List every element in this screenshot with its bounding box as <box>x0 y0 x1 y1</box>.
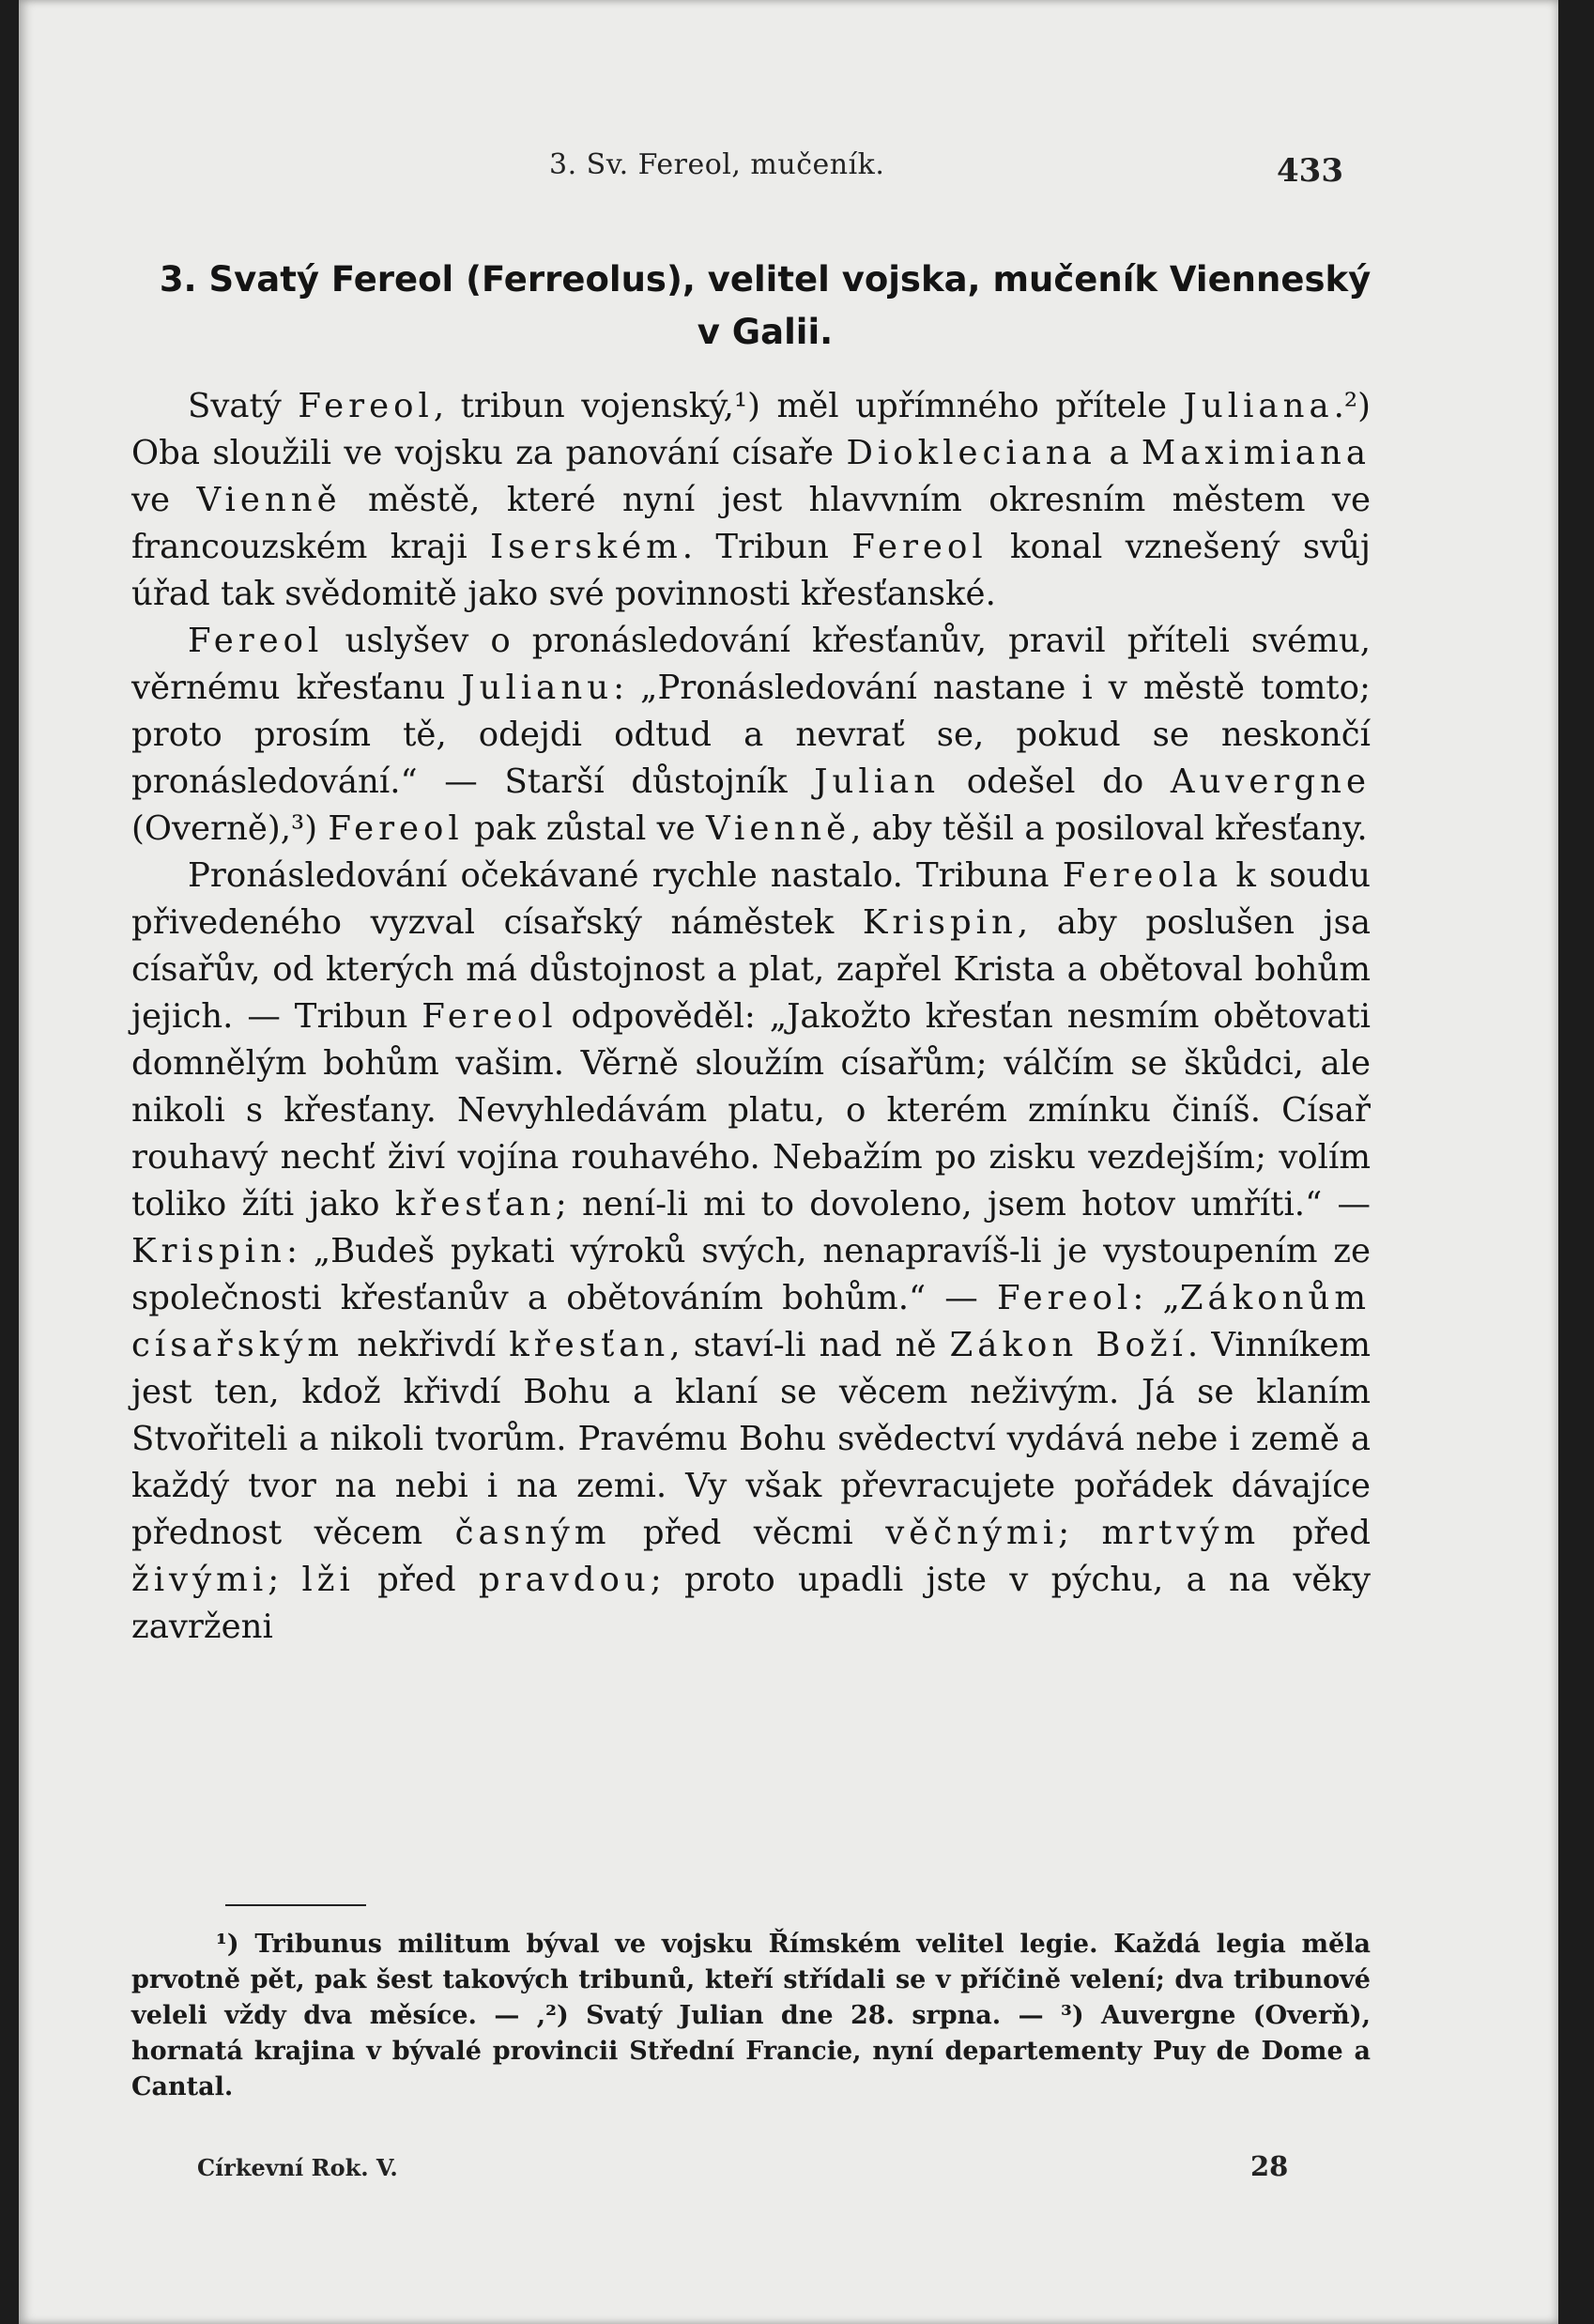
paragraph-2 <box>131 618 1371 853</box>
chapter-heading <box>150 254 1380 359</box>
spaced-name: Fereol <box>188 622 324 660</box>
text-run: odpověděl: „Jakožto křesťan nesmím obětovati domnělým bohům vašim. Věrně sloužím císařům; válčím se škůdci, ale nikoli s křesťany. Nevyhledávám platu, o kterém zmínku činíš. Císař rouhavý nechť živí vojína rouhavého. Nebažím po zisku vezdejším; volím toliko žíti jako <box>131 997 1372 1224</box>
spaced-name: Fereol <box>851 528 988 566</box>
spaced-name: křesťan <box>394 1185 556 1224</box>
text-run: Svatý <box>188 387 299 425</box>
spaced-name: Krispin <box>862 903 1018 942</box>
footnote-text: ¹) Tribunus militum býval ve vojsku Římském velitel legie. Každá legia měla prvotně pět, pak šest takových tribunů, kteří střídali se v příčině velení; dva tribunové veleli vždy dva měsíce. — ,²) Svatý Julian dne 28. srpna. — ³) Auvergne (Overň), hornatá krajina v bývalé provincii Střední Francie, nyní departementy Puy de Dome a Cantal. <box>131 1930 1371 2101</box>
spaced-name: Fereola <box>1062 856 1223 895</box>
paragraph-3 <box>131 853 1371 1651</box>
spaced-name: křesťan <box>509 1326 670 1364</box>
spaced-name: Juliana <box>1183 387 1334 425</box>
spaced-name: živými <box>131 1561 268 1599</box>
spaced-name: Fereol <box>996 1279 1133 1317</box>
text-run: (Overně),³) <box>131 809 329 848</box>
text-run: před <box>1260 1514 1371 1552</box>
text-run: .²) Oba sloužili ve vojsku za panování císaře <box>131 387 1371 472</box>
printer-signature <box>19 2150 1558 2188</box>
text-run: před <box>354 1561 479 1599</box>
text-run: nekřivdí <box>344 1326 510 1364</box>
text-run: odešel do <box>940 762 1171 801</box>
spaced-name: Diokleciana <box>846 434 1096 472</box>
page-number: 433 <box>1277 152 1343 190</box>
text-run: ve <box>131 481 197 519</box>
book-page <box>19 0 1558 2324</box>
text-run: : „Pronásledování nastane i v městě tomto; proto prosím tě, odejdi odtud a nevrať se, pokud se neskončí pronásledování.“ — Starší důstojník <box>131 669 1371 801</box>
spaced-name: Fereol <box>328 809 464 848</box>
text-run: ; <box>268 1561 302 1599</box>
text-run: , aby poslušen jsa císařův, od kterých má důstojnost a plat, zapřel Krista a obětoval bohům jejich. — Tribun <box>131 903 1371 1036</box>
footnotes <box>131 1927 1371 2105</box>
spaced-name: Iserském <box>490 528 682 566</box>
spaced-name: Julian <box>814 762 941 801</box>
text-run: . Tribun <box>682 528 852 566</box>
spaced-name: pravdou <box>478 1561 651 1599</box>
running-header <box>19 148 1558 195</box>
spaced-name: Vienně <box>705 809 851 848</box>
spaced-name: Krispin <box>131 1232 287 1270</box>
text-run: : „ <box>1132 1279 1180 1317</box>
spaced-name: Zákon Boží <box>949 1326 1188 1364</box>
chapter-heading-line-1: 3. Svatý Fereol (Ferreolus), velitel vojska, mučeník Vienneský <box>159 259 1372 300</box>
spaced-name: Fereol <box>421 997 558 1036</box>
text-run: , tribun vojenský,¹) měl upřímného přítele <box>433 387 1184 425</box>
text-run: , staví-li nad ně <box>669 1326 950 1364</box>
text-run: ; proto upadli jste v pýchu, a na věky zavrženi <box>131 1561 1372 1646</box>
chapter-heading-line-2: v Galii. <box>697 312 834 352</box>
spaced-name: Julianu <box>461 669 614 707</box>
spaced-name: Maximiana <box>1141 434 1371 472</box>
text-run: uslyšev o pronásledování křesťanův, pravil příteli svému, věrnému křesťanu <box>131 622 1371 707</box>
spaced-name: Vienně <box>196 481 342 519</box>
text-run: před věcmi <box>610 1514 886 1552</box>
spaced-name: mrtvým <box>1101 1514 1261 1552</box>
text-run: , aby těšil a posiloval křesťany. <box>851 809 1368 848</box>
spaced-name: časným <box>454 1514 611 1552</box>
spaced-name: lži <box>301 1561 355 1599</box>
text-run: a <box>1096 434 1142 472</box>
running-title: 3. Sv. Fereol, mučeník. <box>549 148 885 181</box>
signature-number: 28 <box>1250 2150 1289 2182</box>
text-run: konal vznešený svůj úřad tak svědomitě jako své povinnosti křesťanské. <box>131 528 1372 613</box>
spaced-name: Fereol <box>298 387 434 425</box>
spaced-name: Auvergne <box>1170 762 1371 801</box>
text-run: pak zůstal ve <box>463 809 706 848</box>
text-run: k soudu přivedeného vyzval císařský náměstek <box>131 856 1372 942</box>
text-run: ; není-li mi to dovoleno, jsem hotov umříti.“ — <box>555 1185 1371 1224</box>
text-run: . Vinníkem jest ten, kdož křivdí Bohu a klaní se věcem neživým. Já se klaním Stvořiteli a nikoli tvorům. Pravému Bohu svědectví vydává nebe i země a každý tvor na nebi i na zemi. Vy však převracujete pořádek dávajíce přednost věcem <box>131 1326 1372 1552</box>
spaced-name: Zákonům císařským <box>131 1279 1371 1364</box>
footnote-separator <box>225 1904 366 1906</box>
paragraph-1 <box>131 383 1371 618</box>
body-text <box>131 383 1371 1651</box>
text-run: ; <box>1058 1514 1102 1552</box>
text-run: městě, které nyní jest hlavvním okresním městem ve francouzském kraji <box>131 481 1371 566</box>
signature-title: Církevní Rok. V. <box>197 2154 398 2181</box>
spaced-name: věčnými <box>885 1514 1059 1552</box>
text-run: : „Budeš pykati výroků svých, nenapravíš-li je vystoupením ze společnosti křesťanův a obětováním bohům.“ — <box>131 1232 1371 1317</box>
text-run: Pronásledování očekávané rychle nastalo. Tribuna <box>188 856 1063 895</box>
